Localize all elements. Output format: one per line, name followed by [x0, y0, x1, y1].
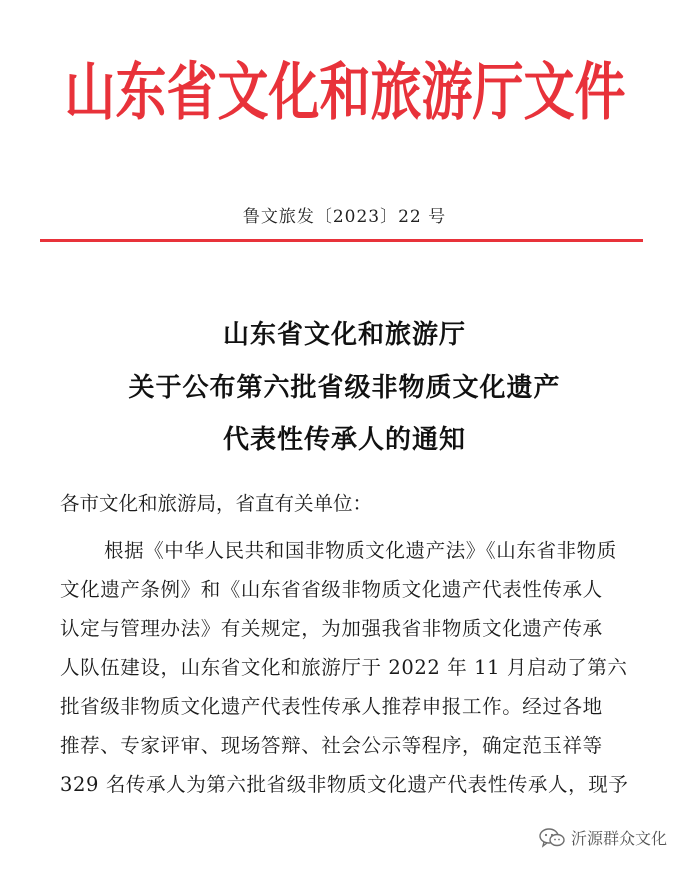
body-line: 推荐、专家评审、现场答辩、社会公示等程序，确定范玉祥等	[60, 734, 603, 757]
body-line: 根据《中华人民共和国非物质文化遗产法》《山东省非物质	[104, 539, 617, 562]
body-line: 329 名传承人为第六批省级非物质文化遗产代表性传承人，现予	[60, 773, 629, 796]
salutation: 各市文化和旅游局，省直有关单位：	[60, 492, 373, 515]
body-line: 认定与管理办法》有关规定，为加强我省非物质文化遗产传承	[60, 617, 603, 640]
wechat-icon	[539, 828, 565, 848]
body-line: 批省级非物质文化遗产代表性传承人推荐申报工作。经过各地	[60, 695, 603, 718]
title-line-1: 山东省文化和旅游厅	[222, 320, 466, 350]
red-divider-line	[40, 239, 643, 242]
title-line-3: 代表性传承人的通知	[222, 425, 466, 455]
watermark	[539, 826, 667, 849]
body-line: 人队伍建设，山东省文化和旅游厅于 2022 年 11 月启动了第六	[60, 656, 628, 679]
agency-header: 山东省文化和旅游厅文件	[64, 56, 626, 130]
body-line: 文化遗产条例》和《山东省省级非物质文化遗产代表性传承人	[60, 578, 603, 601]
document-number: 鲁文旅发〔2023〕22 号	[242, 207, 447, 227]
watermark-text: 沂源群众文化	[570, 829, 667, 848]
title-line-2: 关于公布第六批省级非物质文化遗产	[128, 373, 561, 403]
